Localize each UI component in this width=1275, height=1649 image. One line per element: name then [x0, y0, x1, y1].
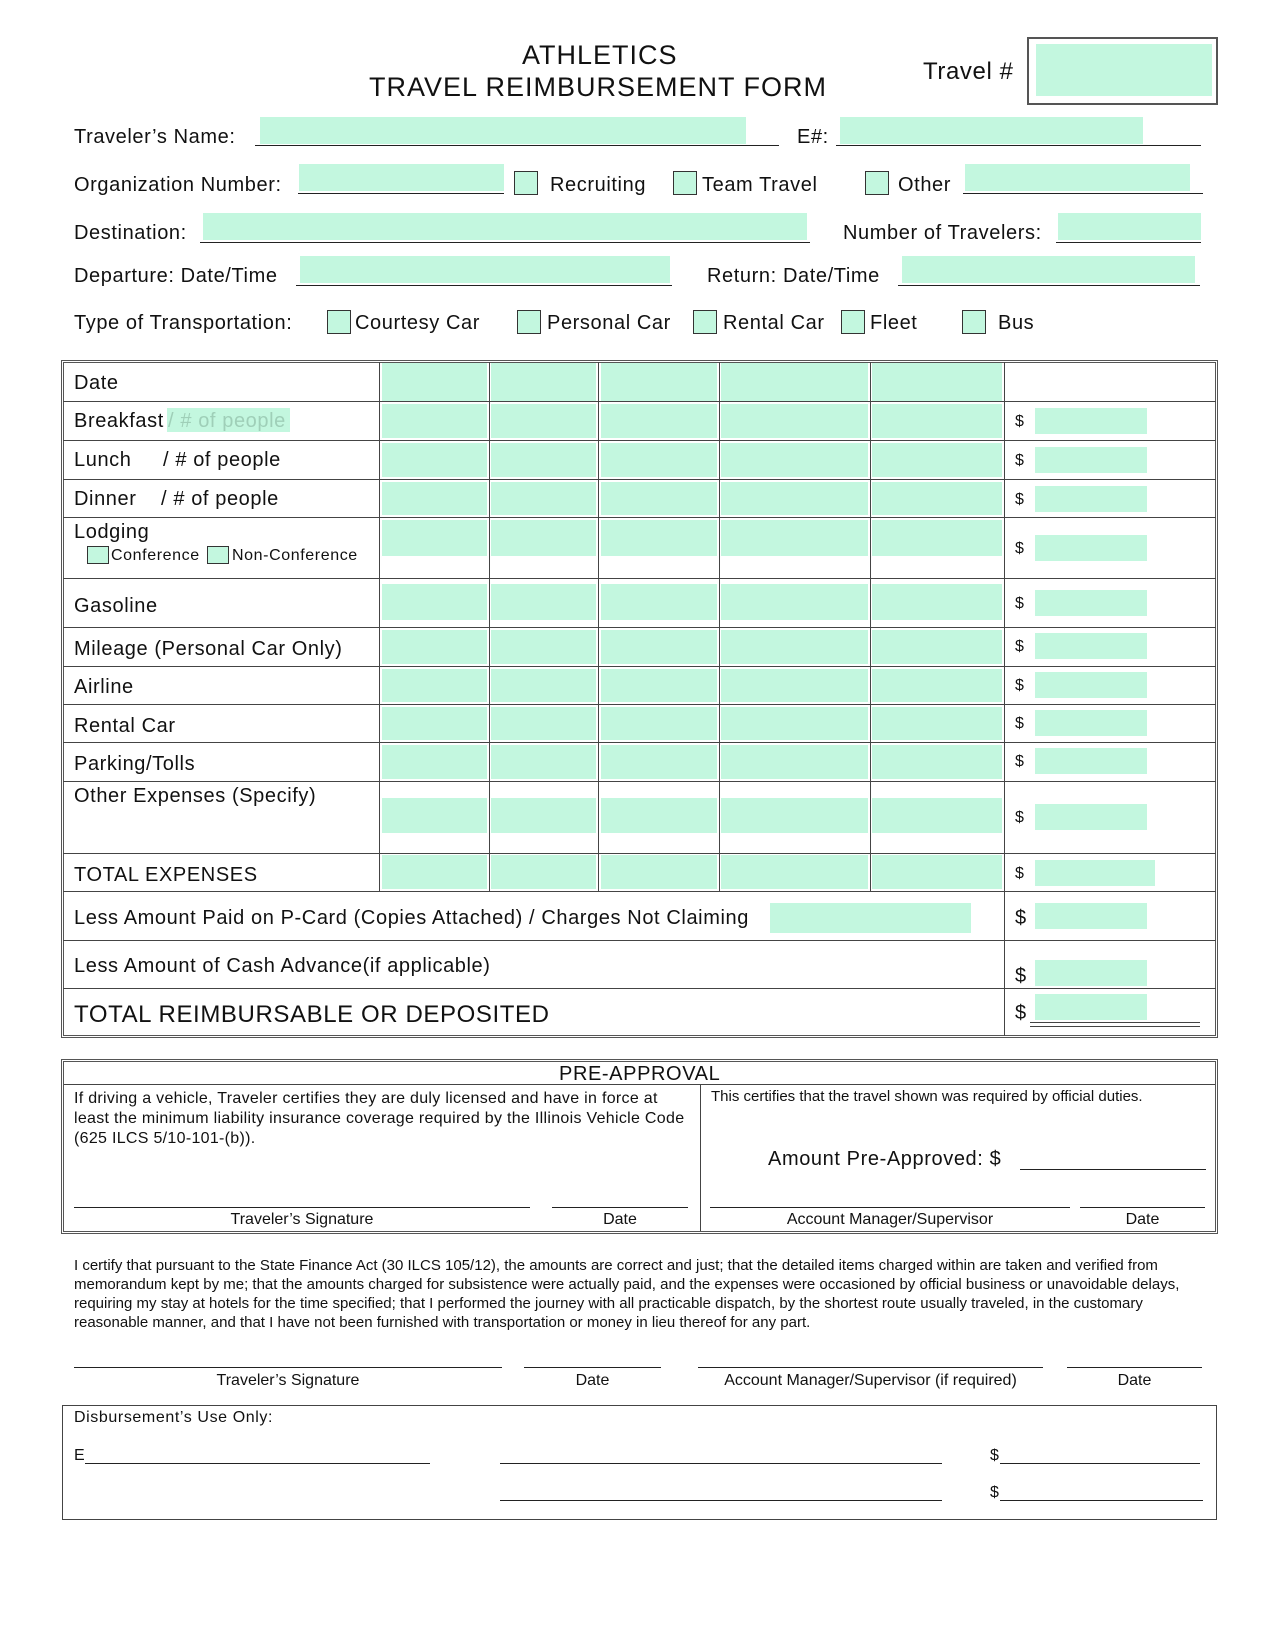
destination-line [200, 242, 810, 243]
preapproval-manager-signature-caption: Account Manager/Supervisor [786, 1211, 994, 1228]
mileage-day1-input[interactable] [382, 630, 487, 664]
courtesy-car-label: Courtesy Car [355, 312, 481, 334]
airline-day4-input[interactable] [721, 669, 868, 702]
lunch-day1-input[interactable] [382, 443, 487, 477]
total-day4-input[interactable] [721, 855, 868, 889]
e-number-label: E#: [797, 126, 829, 148]
departure-label: Departure: Date/Time [74, 265, 278, 287]
num-travelers-label: Number of Travelers: [843, 222, 1042, 244]
row-airline-label: Airline [74, 676, 134, 698]
airline-day1-input[interactable] [382, 669, 487, 702]
row-mileage-label: Mileage (Personal Car Only) [74, 638, 343, 660]
departure-input[interactable] [300, 256, 670, 283]
date-day3-input[interactable] [601, 363, 717, 401]
lunch-people-label: / # of people [163, 449, 281, 471]
lodging-day4-input[interactable] [721, 520, 868, 556]
date-day4-input[interactable] [721, 363, 868, 401]
mileage-total-input[interactable] [1035, 633, 1147, 659]
rental-car-dollar: $ [1015, 715, 1024, 732]
breakfast-total-input[interactable] [1035, 408, 1147, 434]
breakfast-people-label: / # of people [168, 410, 286, 432]
date-day5-input[interactable] [872, 363, 1002, 401]
num-travelers-line [1056, 242, 1201, 243]
transport-type-label: Type of Transportation: [74, 312, 293, 334]
e-number-line [836, 145, 1201, 146]
personal-car-label: Personal Car [547, 312, 671, 334]
preapproval-traveler-date-caption: Date [603, 1211, 637, 1228]
return-label: Return: Date/Time [707, 265, 880, 287]
row-parking-label: Parking/Tolls [74, 753, 196, 775]
mileage-day4-input[interactable] [721, 630, 868, 664]
amount-preapproved-line [1020, 1169, 1206, 1170]
dinner-total-input[interactable] [1035, 486, 1147, 512]
preapproval-traveler-signature-caption: Traveler’s Signature [230, 1211, 374, 1228]
total-day5-input[interactable] [872, 855, 1002, 889]
preapproval-manager-date-caption: Date [1125, 1211, 1160, 1228]
bus-label: Bus [998, 312, 1035, 334]
lunch-day5-input[interactable] [872, 443, 1002, 477]
row-dinner-label: Dinner [74, 488, 137, 510]
breakfast-day3-input[interactable] [601, 404, 717, 438]
row-lunch-label: Lunch [74, 449, 132, 471]
parking-day3-input[interactable] [601, 745, 717, 779]
other-day2-input[interactable] [491, 798, 596, 833]
amount-preapproved-label: Amount Pre-Approved: $ [768, 1148, 1002, 1170]
disbursement-dollar-1: $ [990, 1447, 1000, 1464]
org-number-label: Organization Number: [74, 174, 282, 196]
disbursement-e-label: E [74, 1447, 86, 1464]
gasoline-total-input[interactable] [1035, 590, 1147, 616]
rental-car-checkbox[interactable] [693, 310, 717, 334]
departure-line [296, 285, 672, 286]
lunch-day2-input[interactable] [491, 443, 596, 477]
row-gasoline-label: Gasoline [74, 595, 158, 617]
airline-total-input[interactable] [1035, 672, 1147, 698]
gasoline-day1-input[interactable] [382, 584, 487, 620]
total-expenses-input[interactable] [1035, 860, 1155, 886]
gasoline-day4-input[interactable] [721, 584, 868, 620]
date-day2-input[interactable] [491, 363, 596, 401]
airline-day5-input[interactable] [872, 669, 1002, 702]
total-day1-input[interactable] [382, 855, 487, 889]
bus-checkbox[interactable] [962, 310, 986, 334]
disbursement-line-1 [500, 1463, 942, 1464]
airline-day2-input[interactable] [491, 669, 596, 702]
return-input[interactable] [902, 256, 1195, 283]
parking-total-input[interactable] [1035, 748, 1147, 774]
gasoline-day5-input[interactable] [872, 584, 1002, 620]
parking-day2-input[interactable] [491, 745, 596, 779]
dinner-dollar: $ [1015, 491, 1024, 508]
rental-car-total-input[interactable] [1035, 710, 1147, 736]
rental-car-day1-input[interactable] [382, 707, 487, 740]
parking-day5-input[interactable] [872, 745, 1002, 779]
lodging-day2-input[interactable] [491, 520, 596, 556]
date-day1-input[interactable] [382, 363, 487, 401]
preapproval-title: PRE-APPROVAL [559, 1063, 721, 1085]
mileage-day2-input[interactable] [491, 630, 596, 664]
lodging-day1-input[interactable] [382, 520, 487, 556]
disbursement-dollar-2: $ [990, 1484, 1000, 1501]
disbursement-line-2 [500, 1500, 942, 1501]
team-travel-label: Team Travel [702, 174, 818, 196]
rental-car-day4-input[interactable] [721, 707, 868, 740]
dinner-people-label: / # of people [161, 488, 279, 510]
disbursement-e-line [85, 1463, 430, 1464]
lunch-dollar: $ [1015, 452, 1024, 469]
driver-certification-text: If driving a vehicle, Traveler certifies they are duly licensed and have in force at least the minimum liability insurance coverage required by the Illinois Vehicle Code (625 ILCS 5/10-101-(b)). [74, 1090, 685, 1147]
destination-label: Destination: [74, 222, 187, 244]
e-number-input[interactable] [840, 117, 1143, 144]
parking-dollar: $ [1015, 753, 1024, 770]
other-label: Other [898, 174, 952, 196]
lodging-dollar: $ [1015, 540, 1024, 557]
pcard-total-input[interactable] [1035, 903, 1147, 929]
travelers-name-label: Traveler’s Name: [74, 126, 236, 148]
row-total-reimbursable-label: TOTAL REIMBURSABLE OR DEPOSITED [74, 1001, 550, 1028]
dinner-day5-input[interactable] [872, 482, 1002, 515]
travelers-name-line [255, 145, 779, 146]
other-total-input[interactable] [1035, 804, 1147, 830]
personal-car-checkbox[interactable] [517, 310, 541, 334]
rental-car-label: Rental Car [723, 312, 825, 334]
org-number-line [298, 193, 504, 194]
mileage-day3-input[interactable] [601, 630, 717, 664]
rental-car-day3-input[interactable] [601, 707, 717, 740]
traveler-signature-caption: Traveler’s Signature [216, 1372, 360, 1389]
row-pcard-label: Less Amount Paid on P-Card (Copies Attached) / Charges Not Claiming [74, 907, 749, 929]
manager-signature-caption: Account Manager/Supervisor (if required) [724, 1372, 1017, 1389]
row-cash-advance-label: Less Amount of Cash Advance(if applicable) [74, 955, 491, 977]
courtesy-car-checkbox[interactable] [327, 310, 351, 334]
other-checkbox[interactable] [865, 171, 889, 195]
other-day3-input[interactable] [601, 798, 717, 833]
recruiting-checkbox[interactable] [514, 171, 538, 195]
row-total-label: TOTAL EXPENSES [74, 864, 258, 886]
travel-certification-text: This certifies that the travel shown was required by official duties. [711, 1088, 1143, 1105]
parking-day1-input[interactable] [382, 745, 487, 779]
row-date-label: Date [74, 372, 119, 394]
manager-date-caption: Date [1117, 1372, 1152, 1389]
other-input[interactable] [965, 164, 1190, 191]
dinner-day3-input[interactable] [601, 482, 717, 515]
non-conference-checkbox[interactable] [207, 546, 229, 564]
row-lodging-label: Lodging [74, 521, 150, 543]
lunch-total-input[interactable] [1035, 447, 1147, 473]
travel-number-input[interactable] [1036, 44, 1212, 96]
return-line [898, 285, 1200, 286]
other-day1-input[interactable] [382, 798, 487, 833]
breakfast-day5-input[interactable] [872, 404, 1002, 438]
gasoline-day3-input[interactable] [601, 584, 717, 620]
disbursement-amount-line-2 [1000, 1500, 1203, 1501]
other-day4-input[interactable] [721, 798, 868, 833]
airline-dollar: $ [1015, 677, 1024, 694]
row-rental-car-label: Rental Car [74, 715, 176, 737]
breakfast-day1-input[interactable] [382, 404, 487, 438]
travel-number-label: Travel # [923, 58, 1014, 85]
lunch-day3-input[interactable] [601, 443, 717, 477]
dinner-day2-input[interactable] [491, 482, 596, 515]
conference-label: Conference [111, 547, 200, 564]
row-other-label: Other Expenses (Specify) [74, 785, 317, 807]
other-dollar: $ [1015, 809, 1024, 826]
form-title-line1: ATHLETICS [522, 40, 678, 70]
disbursement-title: Disbursement’s Use Only: [74, 1409, 274, 1426]
rental-car-day2-input[interactable] [491, 707, 596, 740]
total-day2-input[interactable] [491, 855, 596, 889]
num-travelers-input[interactable] [1058, 213, 1201, 240]
breakfast-day2-input[interactable] [491, 404, 596, 438]
recruiting-label: Recruiting [550, 174, 647, 196]
state-finance-act-certification: I certify that pursuant to the State Finance Act (30 ILCS 105/12), the amounts are correct and just; that the detailed items charged within are taken and verified from memorandum kept by me; that the amounts charged for subsistence were actually paid, and the expenses were occasioned by official business or unavoidable delays, requiring my stay at hotels for the time specified; that I performed the journey with all practicable dispatch, by the shortest route usually traveled, in the customary reasonable manner, and that I have not been furnished with transportation or money in lieu thereof for any part. [74, 1257, 1180, 1331]
airline-day3-input[interactable] [601, 669, 717, 702]
breakfast-day4-input[interactable] [721, 404, 868, 438]
row-breakfast-label: Breakfast [74, 410, 164, 432]
dinner-day1-input[interactable] [382, 482, 487, 515]
fleet-checkbox[interactable] [841, 310, 865, 334]
traveler-date-caption: Date [575, 1372, 610, 1389]
team-travel-checkbox[interactable] [673, 171, 697, 195]
pcard-dollar: $ [1015, 907, 1027, 929]
total-reimbursable-dollar: $ [1015, 1002, 1027, 1024]
form-title-line2: TRAVEL REIMBURSEMENT FORM [369, 72, 828, 102]
total-day3-input[interactable] [601, 855, 717, 889]
cash-advance-dollar: $ [1015, 965, 1027, 987]
other-line [963, 193, 1203, 194]
rental-car-day5-input[interactable] [872, 707, 1002, 740]
other-day5-input[interactable] [872, 798, 1002, 833]
mileage-dollar: $ [1015, 638, 1024, 655]
dinner-day4-input[interactable] [721, 482, 868, 515]
gasoline-dollar: $ [1015, 595, 1024, 612]
non-conference-label: Non-Conference [232, 547, 358, 564]
conference-checkbox[interactable] [87, 546, 109, 564]
cash-advance-input[interactable] [1035, 960, 1147, 986]
pcard-charges-input[interactable] [770, 903, 971, 933]
org-number-input[interactable] [299, 164, 504, 191]
breakfast-dollar: $ [1015, 413, 1024, 430]
disbursement-amount-line-1 [1000, 1463, 1200, 1464]
destination-input[interactable] [203, 213, 807, 240]
total-expenses-dollar: $ [1015, 865, 1024, 882]
lunch-day4-input[interactable] [721, 443, 868, 477]
gasoline-day2-input[interactable] [491, 584, 596, 620]
lodging-day3-input[interactable] [601, 520, 717, 556]
lodging-day5-input[interactable] [872, 520, 1002, 556]
lodging-total-input[interactable] [1035, 535, 1147, 561]
mileage-day5-input[interactable] [872, 630, 1002, 664]
fleet-label: Fleet [870, 312, 918, 334]
parking-day4-input[interactable] [721, 745, 868, 779]
total-reimbursable-input[interactable] [1035, 994, 1147, 1020]
travelers-name-input[interactable] [260, 117, 746, 144]
